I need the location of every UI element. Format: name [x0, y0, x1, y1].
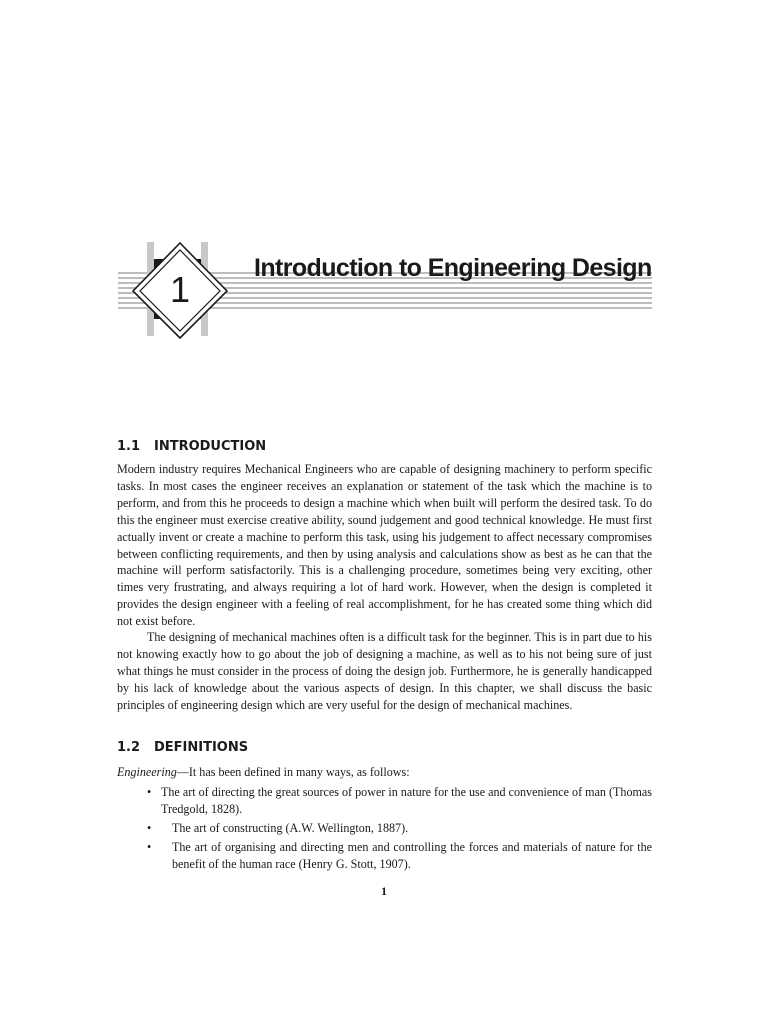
section-number: 1.1	[117, 439, 141, 454]
definition-term: Engineering	[117, 765, 177, 779]
definitions-list	[117, 784, 652, 875]
section-title: INTRODUCTION	[154, 439, 267, 454]
section-heading-introduction	[117, 439, 657, 454]
chapter-banner	[0, 0, 768, 360]
chapter-number: 1	[169, 269, 191, 310]
bullet-icon: •	[147, 839, 152, 854]
section-number: 1.2	[117, 740, 141, 755]
definition-text: The art of constructing (A.W. Wellington, 1887).	[172, 820, 409, 835]
intro-paragraph-2: The designing of mechanical machines often is a difficult task for the beginner. This is in part due to his not knowing exactly how to go about the job of designing a machine, as well as to his not being sure of just what things he must consider in the process of doing the design job. Furthermore, he is generally handicapped by his lack of knowledge about the various aspects of design. In this chapter, we shall discuss the basic principles of engineering design which are very useful for the design of mechanical machines.	[117, 630, 652, 712]
section-heading-definitions	[117, 740, 657, 755]
bullet-icon: •	[147, 785, 152, 799]
page-number: 1	[381, 884, 387, 898]
definitions-intro	[117, 764, 652, 781]
definition-text: The art of organising and directing men and controlling the forces and materials of nature for the benefit of the human race (Henry G. Stott, 1907).	[172, 839, 652, 871]
definition-item	[117, 820, 652, 837]
chapter-title: Introduction to Engineering Design	[254, 253, 652, 282]
section-title: DEFINITIONS	[154, 740, 249, 755]
definition-item	[117, 784, 652, 818]
intro-paragraph-1: Modern industry requires Mechanical Engineers who are capable of designing machinery to perform specific tasks. In most cases the engineer receives an explanation or statement of the task which the machine is to perform, and from this he proceeds to design a machine which when built will perform the desired task. To do this the engineer must exercise creative ability, sound judgement and good technical knowledge. He must first actually invent or create a machine to perform this task, using his judgement to affect necessary compromises between conflicting requirements, and then by using analysis and calculations show as best as he can that the machine will perform satisfactorily. This is a challenging procedure, sometimes being very exciting, other times very frustrating, and always requiring a lot of hard work. However, when the design is completed it provides the design engineer with a feeling of real accomplishment, for he has created some thing which did not exist before.	[117, 462, 652, 629]
definition-intro-text: —It has been defined in many ways, as follows:	[176, 765, 410, 779]
definition-item	[117, 839, 652, 873]
bullet-icon: •	[147, 820, 152, 835]
definition-text: The art of directing the great sources of power in nature for the use and convenience of man (Thomas Tredgold, 1828).	[161, 785, 652, 816]
